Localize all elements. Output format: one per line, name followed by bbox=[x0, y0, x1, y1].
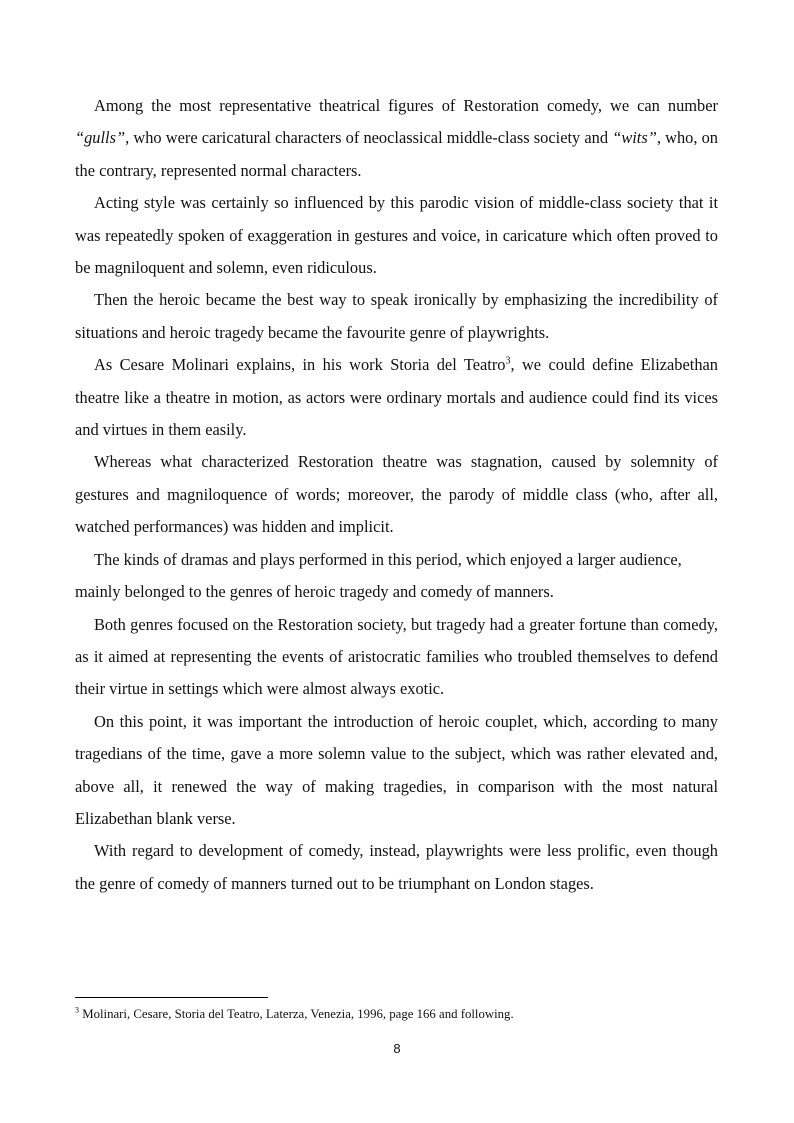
paragraph-text: , we could define Elizabethan theatre like a theatre in motion, as actors were ordinary mortals and audience could find its vices and virtues in them easily. bbox=[75, 355, 718, 440]
paragraph-genres: The kinds of dramas and plays performed in this period, which enjoyed a larger audience, mainly belonged to the genres of heroic tragedy and comedy of manners. bbox=[75, 549, 682, 602]
paragraph-text: , who were caricatural characters of neoclassical middle-class society and bbox=[125, 128, 613, 148]
page-body bbox=[75, 90, 718, 900]
paragraph-acting-style: Acting style was certainly so influenced by this parodic vision of middle-class society that it was repeatedly spoken of exaggeration in gestures and voice, in caricature which often proved to be magniloquent and solemn, even ridiculous. bbox=[75, 193, 718, 278]
footnote-mark: 3 bbox=[75, 1005, 79, 1015]
paragraph-text: , who, on the contrary, represented normal characters. bbox=[75, 128, 718, 180]
footnote-text: Molinari, Cesare, Storia del Teatro, Laterza, Venezia, 1996, page 166 and following. bbox=[79, 1007, 514, 1021]
term-wits: “wits” bbox=[612, 128, 657, 148]
paragraph-text: As Cesare Molinari explains, in his work Storia del Teatro bbox=[94, 355, 506, 375]
paragraph-text: Among the most representative theatrical figures of Restoration comedy, we can number bbox=[94, 96, 718, 115]
paragraph-heroic: Then the heroic became the best way to speak ironically by emphasizing the incredibility of situations and heroic tragedy became the favourite genre of playwrights. bbox=[75, 290, 718, 342]
page-number: 8 bbox=[393, 1041, 401, 1056]
paragraph-couplet: On this point, it was important the introduction of heroic couplet, which, according to many tragedians of the time, gave a more solemn value to the subject, which was rather elevated and, above all, it renewed the way of making tragedies, in comparison with the most natural Elizabethan blank verse. bbox=[75, 711, 718, 828]
paragraph-gulls-wits bbox=[75, 90, 718, 187]
footnote-reference: 3 bbox=[505, 355, 511, 367]
paragraph-molinari bbox=[75, 349, 718, 446]
term-gulls: “gulls” bbox=[75, 128, 126, 148]
paragraph-comedy: With regard to development of comedy, instead, playwrights were less prolific, even though the genre of comedy of manners turned out to be triumphant on London stages. bbox=[75, 841, 718, 893]
footnote bbox=[75, 1006, 718, 1022]
paragraph-stagnation: Whereas what characterized Restoration theatre was stagnation, caused by solemnity of gestures and magniloquence of words; moreover, the parody of middle class (who, after all, watched performances) was hidden and implicit. bbox=[75, 452, 718, 537]
footnote-divider bbox=[75, 997, 268, 998]
paragraph-tragedy: Both genres focused on the Restoration society, but tragedy had a greater fortune than comedy, as it aimed at representing the events of aristocratic families who troubled themselves to defend their virtue in settings which were almost always exotic. bbox=[75, 614, 718, 699]
